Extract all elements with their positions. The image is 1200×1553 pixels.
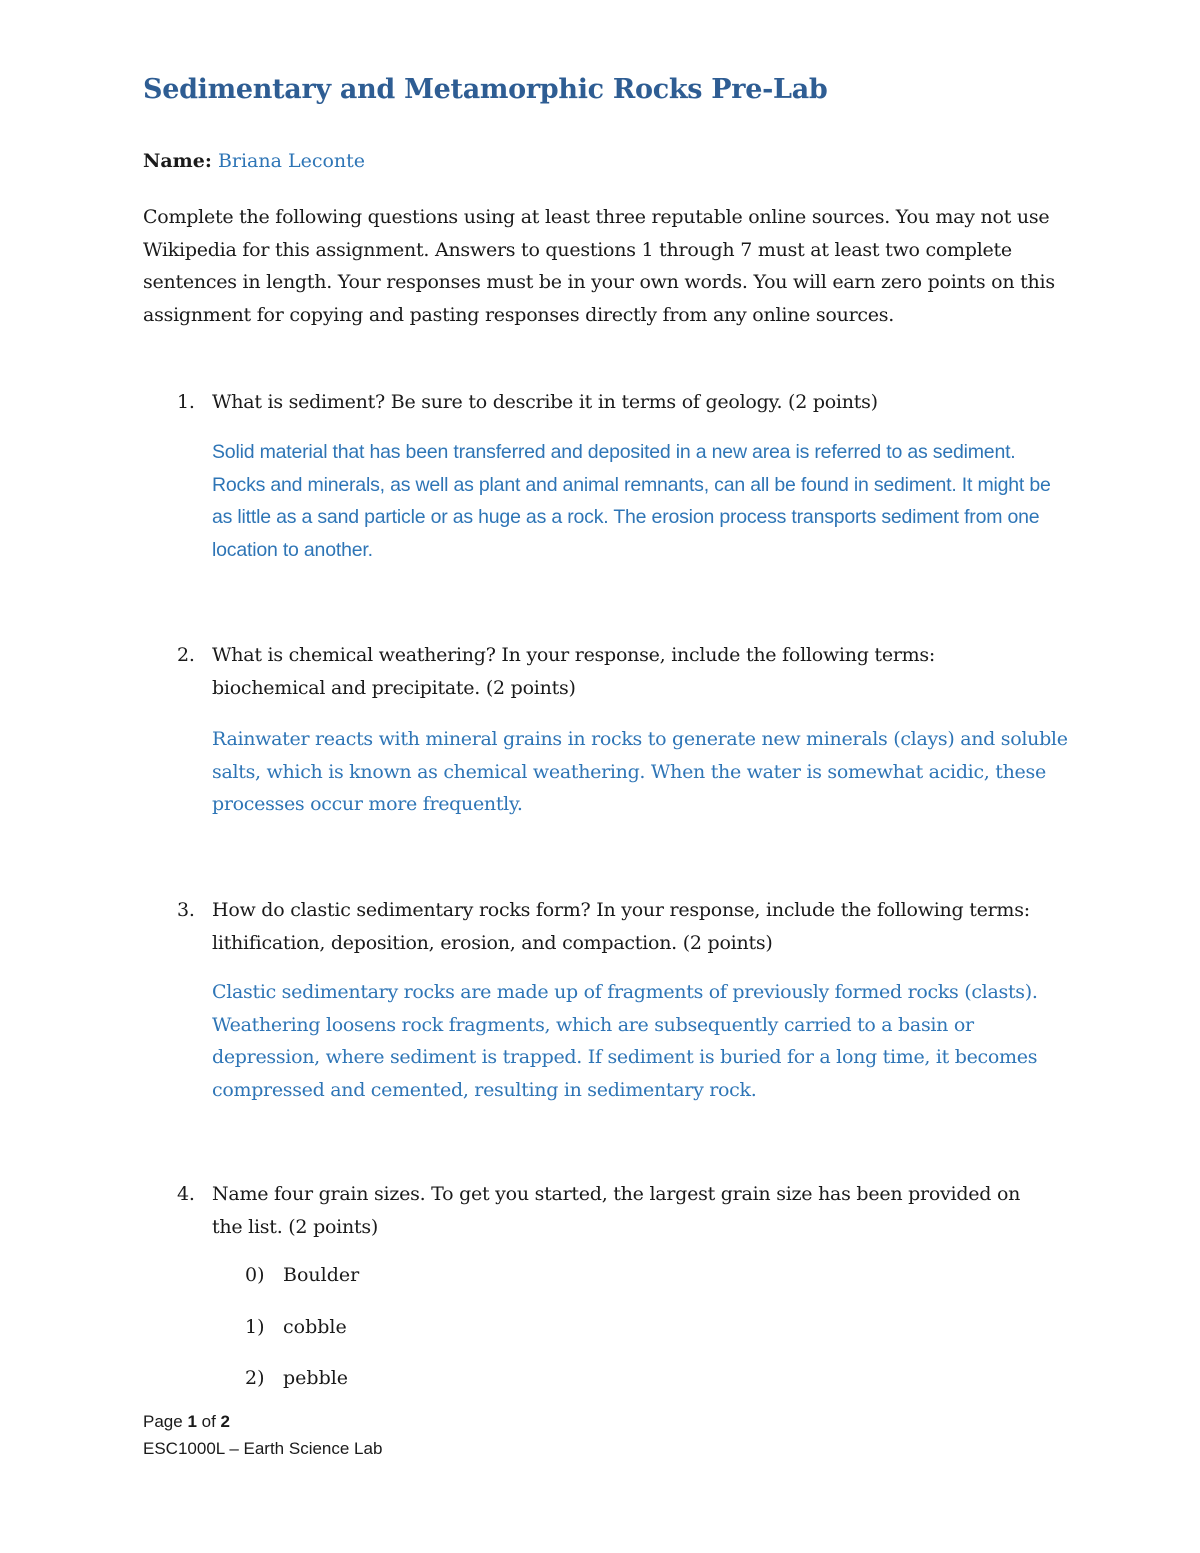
- question-4: [143, 1178, 1043, 1243]
- instructions-paragraph: Complete the following questions using at least three reputable online sources. You may not use Wikipedia for this assignment. Answers to questions 1 through 7 must at least two complete sentences in length. Your responses must be in your own words. You will earn zero points on this assignment for copying and pasting responses directly from any online sources.: [143, 206, 1055, 326]
- student-name-line: [143, 150, 365, 172]
- question-text: How do clastic sedimentary rocks form? In your response, include the following terms: lithification, deposition, erosion, and compaction. (2 points): [212, 899, 1030, 954]
- answer-1: Solid material that has been transferred and deposited in a new area is referred to as sediment. Rocks and minerals, as well as plant and animal remnants, can all be found in sediment. It might be as little as a sand particle or as huge as a rock. The erosion process transports sediment from one location to another.: [212, 441, 1051, 561]
- grain-size-item: [245, 1264, 359, 1286]
- question-text: What is sediment? Be sure to describe it in terms of geology. (2 points): [212, 391, 878, 413]
- question-number: 1.: [177, 391, 195, 413]
- course-footer: ESC1000L – Earth Science Lab: [143, 1439, 383, 1458]
- name-value: Briana Leconte: [217, 150, 366, 172]
- grain-size-item: [245, 1367, 348, 1389]
- page-total: 2: [220, 1412, 230, 1431]
- page-title: Sedimentary and Metamorphic Rocks Pre-Lab: [143, 74, 828, 105]
- page-number-footer: [143, 1412, 230, 1432]
- question-2: [143, 639, 1043, 704]
- page-prefix: Page: [143, 1412, 188, 1431]
- grain-size-number: 0): [245, 1264, 265, 1286]
- page-of: of: [196, 1412, 221, 1431]
- grain-size-label: pebble: [283, 1367, 349, 1389]
- name-label: Name:: [143, 150, 212, 172]
- grain-size-number: 1): [245, 1316, 265, 1338]
- question-number: 2.: [177, 644, 195, 666]
- question-3: [143, 894, 1043, 959]
- grain-size-item: [245, 1316, 347, 1338]
- question-number: 3.: [177, 899, 195, 921]
- question-text: Name four grain sizes. To get you started, the largest grain size has been provided on the list. (2 points): [212, 1183, 1021, 1238]
- answer-2: Rainwater reacts with mineral grains in rocks to generate new minerals (clays) and soluble salts, which is known as chemical weathering. When the water is somewhat acidic, these processes occur more frequently.: [212, 728, 1068, 816]
- page-current: 1: [187, 1412, 197, 1431]
- question-text: What is chemical weathering? In your response, include the following terms: biochemical and precipitate. (2 points): [212, 644, 936, 699]
- grain-size-number: 2): [245, 1367, 265, 1389]
- grain-size-label: Boulder: [283, 1264, 360, 1286]
- answer-3: Clastic sedimentary rocks are made up of fragments of previously formed rocks (clasts). Weathering loosens rock fragments, which are subsequently carried to a basin or depression, where sediment is trapped. If sediment is buried for a long time, it becomes compressed and cemented, resulting in sedimentary rock.: [212, 981, 1038, 1101]
- question-1: [143, 386, 1043, 419]
- grain-size-label: cobble: [283, 1316, 347, 1338]
- question-number: 4.: [177, 1183, 195, 1205]
